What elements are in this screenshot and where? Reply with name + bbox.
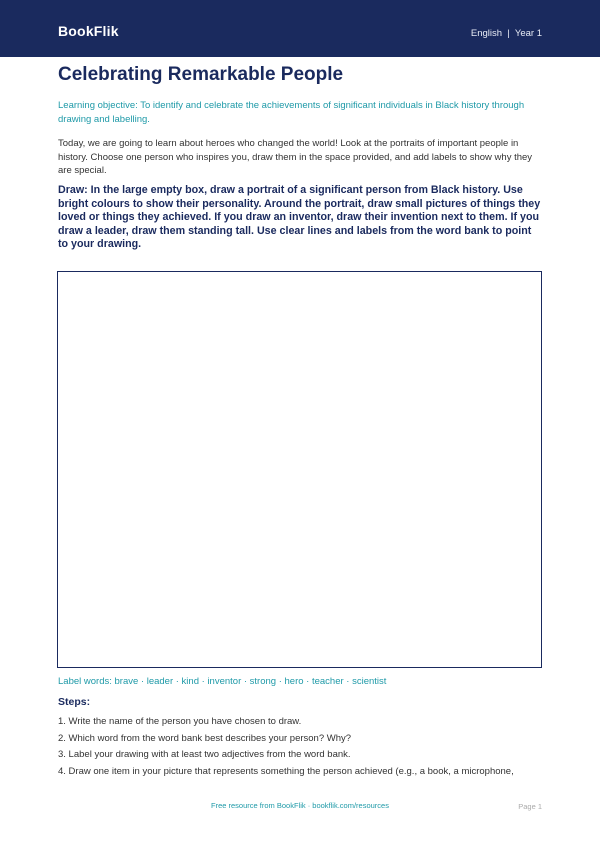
drawing-instructions: Draw: In the large empty box, draw a portrait of a significant person from Black history. Use bright colours to show their personality. Around the portrait, draw small pictures of things they loved or things they achieved. If you draw an inventor, draw their invention next to them. If you draw a leader, draw them standing tall. Use clear lines and labels from the word bank to point to your drawing. xyxy=(58,184,541,251)
step-item: 2. Which word from the word bank best describes your person? Why? xyxy=(58,732,352,744)
footer-credit[interactable]: Free resource from BookFlik · bookflik.com/resources xyxy=(211,801,389,810)
steps-list xyxy=(58,715,544,781)
step-item: 4. Draw one item in your picture that represents something the person achieved (e.g., a book, a microphone, xyxy=(58,765,514,777)
page-title: Celebrating Remarkable People xyxy=(58,64,344,85)
header-bar xyxy=(0,0,600,57)
page-number: Page 1 xyxy=(518,802,542,811)
intro-paragraph: Today, we are going to learn about heroes who changed the world! Look at the portraits of important people in history. Choose one person who inspires you, draw them in the space provided, and add labels to show why they are special. xyxy=(58,138,533,176)
steps-heading: Steps: xyxy=(58,696,91,708)
subject-year-label: English | Year 1 xyxy=(470,28,542,39)
brand-logo[interactable]: BookFlik xyxy=(58,23,119,39)
step-item: 1. Write the name of the person you have chosen to draw. xyxy=(58,716,302,727)
step-item: 3. Label your drawing with at least two adjectives from the word bank. xyxy=(58,749,351,760)
drawing-box[interactable] xyxy=(57,271,542,668)
learning-objective: Learning objective: To identify and celebrate the achievements of significant individuals in Black history through drawing and labelling. xyxy=(58,100,525,125)
word-bank: Label words: brave · leader · kind · inventor · strong · hero · teacher · scientist xyxy=(58,676,387,687)
